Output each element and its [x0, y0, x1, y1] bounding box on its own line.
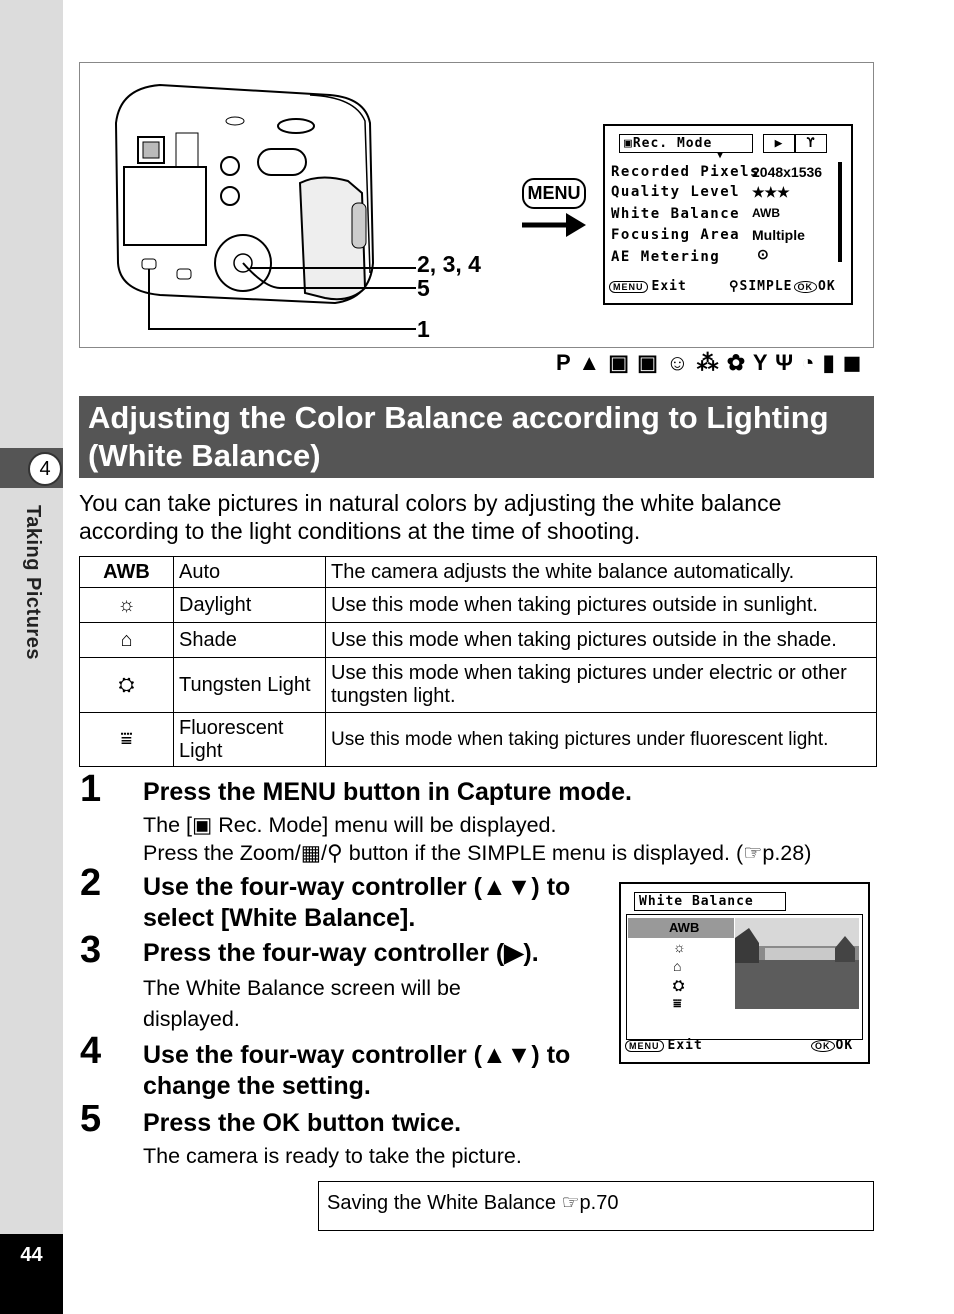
simple-label: SIMPLE	[739, 279, 793, 294]
step-heading: Press the OK button twice.	[143, 1109, 462, 1137]
menu-row-value: ⊙	[757, 246, 769, 262]
mode-description: Use this mode when taking pictures under fluorescent light.	[326, 713, 877, 767]
step-text: Press the Zoom/▦/⚲ button if the SIMPLE menu is displayed. (☞p.28)	[143, 841, 812, 865]
menu-pill-icon: MENU	[625, 1040, 664, 1052]
step-text: The camera is ready to take the picture.	[143, 1144, 522, 1168]
page-number: 44	[20, 1244, 43, 1266]
ok-pill-icon: OK	[811, 1040, 835, 1052]
step-text: The [▣ Rec. Mode] menu will be displayed.	[143, 813, 557, 837]
tab-pointer-icon: ▼	[717, 150, 724, 161]
reference-note: Saving the White Balance ☞p.70	[318, 1181, 874, 1231]
step-heading: Press the MENU button in Capture mode.	[143, 778, 632, 806]
menu-button-icon: MENU	[522, 178, 586, 209]
wb-option-tungsten: ⛭	[673, 977, 685, 993]
menu-row-label: Quality Level	[611, 184, 741, 200]
mode-description: Use this mode when taking pictures outside in the shade.	[326, 623, 877, 658]
ok-label: OK	[818, 279, 836, 294]
rec-mode-tab-label: Rec. Mode	[632, 136, 713, 151]
camera-icon: ▣	[624, 136, 633, 151]
chapter-number: 4	[28, 452, 62, 486]
table-row	[80, 557, 877, 588]
scrollbar	[838, 162, 842, 262]
mode-description: The camera adjusts the white balance automatically.	[326, 557, 877, 588]
step-number: 1	[80, 768, 102, 810]
playback-tab: ▶	[763, 134, 795, 153]
mode-name: Tungsten Light	[174, 658, 326, 713]
preview-photo	[735, 918, 859, 1009]
mode-name: Auto	[174, 557, 326, 588]
chapter-title: Taking Pictures	[22, 505, 44, 660]
auto-wb-icon: AWB	[80, 557, 174, 588]
step-heading: Use the four-way controller (▲▼) to change the setting.	[143, 1041, 571, 1100]
mode-name: Fluorescent Light	[174, 713, 326, 767]
step-text: The White Balance screen will be displayed.	[143, 976, 461, 1031]
menu-row-value: AWB	[752, 206, 780, 220]
exit-label: Exit	[667, 1038, 703, 1053]
menu-row-label: Recorded Pixels	[611, 164, 760, 180]
menu-row-label: Focusing Area	[611, 227, 741, 243]
tungsten-icon: ⛭	[80, 658, 174, 713]
menu-row-label: AE Metering	[611, 249, 721, 265]
step-heading: Press the four-way controller (▶).	[143, 939, 539, 967]
wb-option-shade: ⌂	[673, 958, 682, 974]
wb-option-daylight: ☼	[673, 939, 686, 955]
ok-pill-icon: OK	[794, 281, 818, 293]
mode-name: Daylight	[174, 588, 326, 623]
setup-tab: ϒ	[795, 134, 827, 153]
mode-description: Use this mode when taking pictures under electric or other tungsten light.	[326, 658, 877, 713]
landscape-photo-image	[735, 918, 859, 1009]
rec-mode-menu-screen	[603, 124, 853, 305]
right-arrow-icon	[520, 210, 590, 240]
applicable-modes-icons: P ▲ ▣ ▣ ☺ ⁂ ✿ Y Ψ ◔ ▮ ◼	[556, 350, 863, 375]
table-row	[80, 658, 877, 713]
wb-option-fluorescent: ⩸	[673, 995, 682, 1011]
step-heading: Use the four-way controller (▲▼) to select [White Balance].	[143, 873, 571, 932]
wb-footer-exit	[625, 1038, 703, 1053]
rec-mode-tab	[619, 134, 753, 153]
shade-icon: ⌂	[80, 623, 174, 658]
exit-label: Exit	[651, 279, 687, 294]
ok-label: OK	[835, 1038, 854, 1053]
mode-description: Use this mode when taking pictures outside in sunlight.	[326, 588, 877, 623]
menu-row-value: Multiple	[752, 227, 805, 243]
daylight-icon: ☼	[80, 588, 174, 623]
menu-pill-icon: MENU	[609, 281, 648, 293]
mode-name: Shade	[174, 623, 326, 658]
callout-1: 1	[417, 316, 430, 342]
step-number: 3	[80, 929, 102, 971]
camera-illustration	[80, 63, 440, 347]
table-row	[80, 623, 877, 658]
wb-screen-tab: White Balance	[634, 892, 786, 911]
white-balance-table	[79, 556, 877, 767]
section-title: Adjusting the Color Balance according to Lighting (White Balance)	[79, 396, 874, 478]
menu-row-label: White Balance	[611, 206, 741, 222]
callout-5: 5	[417, 275, 430, 301]
wb-option-auto: AWB	[669, 920, 700, 935]
zoom-icon: ⚲	[729, 279, 740, 294]
step-number: 5	[80, 1098, 102, 1140]
callout-2-3-4: 2, 3, 4	[417, 251, 481, 277]
wb-footer-ok	[811, 1038, 853, 1053]
table-row	[80, 713, 877, 767]
intro-paragraph: You can take pictures in natural colors by adjusting the white balance according to the light conditions at the time of shooting.	[79, 490, 782, 544]
menu-row-value: ★★★	[752, 184, 790, 200]
step-number: 4	[80, 1030, 102, 1072]
fluorescent-icon: ⩸	[80, 713, 174, 767]
menu-row-value: 2048x1536	[752, 164, 823, 180]
step-number: 2	[80, 862, 102, 904]
lcd-footer-simple-ok	[729, 279, 836, 294]
table-row	[80, 588, 877, 623]
lcd-footer-exit	[609, 279, 687, 294]
